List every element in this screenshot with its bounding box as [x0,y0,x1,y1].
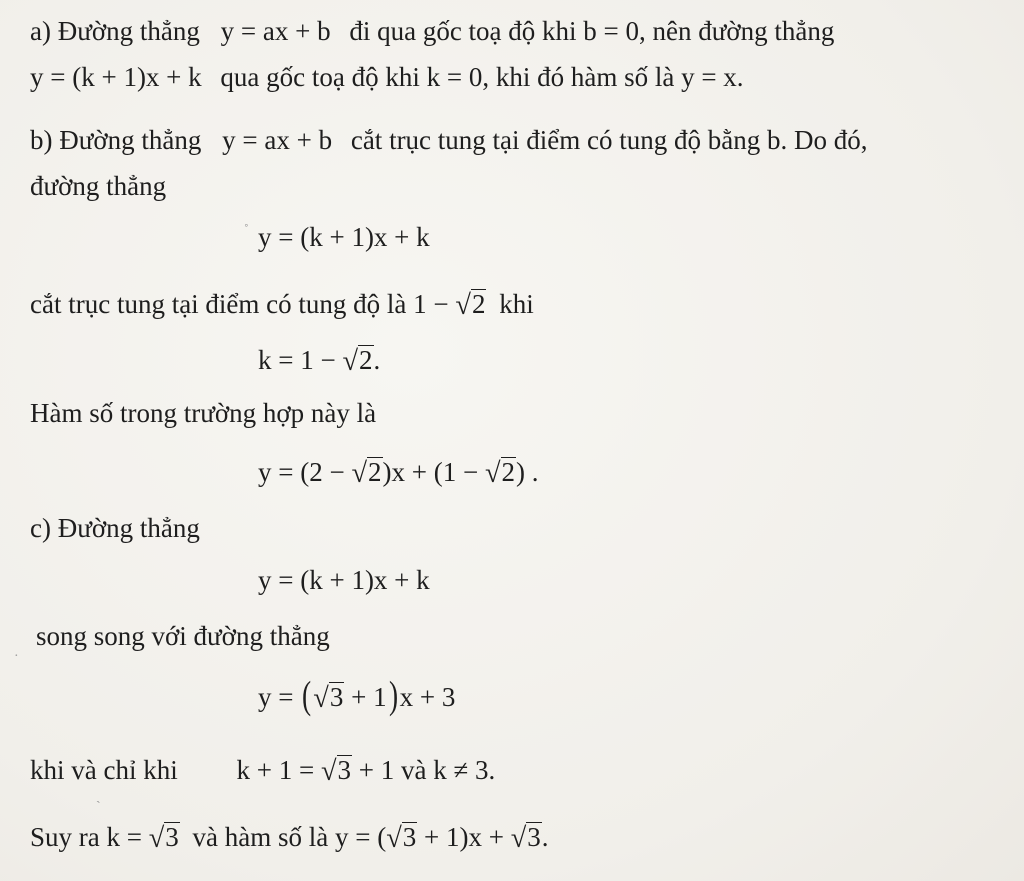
part-b-text: khi [499,289,534,319]
formula-text: k = 1 − [258,345,336,375]
formula-text: y = (2 − [258,457,345,487]
part-b-line-2: đường thẳng [30,171,167,201]
formula-text: + 1 [351,682,387,712]
part-b-text: cắt trục tung tại điểm có tung độ bằng b. Do đó, [350,125,868,155]
right-paren: ) [388,674,398,717]
formula-text: ) . [516,457,539,487]
radicand: 3 [337,755,352,785]
formula-text: )x + (1 − [382,457,479,487]
part-a-line-2 [30,64,744,91]
radical-sign: √ [351,458,368,489]
part-b-line-3 [30,289,534,319]
radicand: 3 [165,822,179,852]
formula-text: x + 3 [399,682,456,712]
part-a-text: a) Đường thẳng [30,16,200,46]
radical-sign: √ [484,458,501,489]
part-c-text: k + 1 = [236,755,315,785]
scan-speck: ˚ [244,223,249,238]
part-b-formula-3 [258,457,539,487]
part-b-text: cắt trục tung tại điểm có tung độ là 1 − [30,289,449,319]
radical-sign: √ [386,823,402,854]
formula-text: . [373,345,381,375]
scan-speck: ˏ [96,789,101,804]
part-b-line-1 [30,127,867,154]
sqrt-expression [149,822,180,852]
part-b-line-4: Hàm số trong trường hợp này là [30,398,377,428]
radical-sign: √ [313,683,329,714]
left-paren: ( [302,674,312,717]
part-c-line-1: c) Đường thẳng [30,513,200,543]
part-c-formula-1: y = (k + 1)x + k [258,565,430,595]
part-c-text: và hàm số là y = ( [192,822,387,852]
sqrt-expression [485,457,516,487]
formula-text: y = [258,682,294,712]
part-c-text: + 1)x + [424,822,504,852]
part-a-formula: y = (k + 1)x + k [30,62,202,92]
radicand: 2 [368,457,382,487]
part-c-text: Suy ra k = [30,822,142,852]
part-c-text: khi và chỉ khi [30,755,178,785]
part-c-line-4 [30,822,549,852]
part-a-formula: y = ax + b [220,16,331,46]
radical-sign: √ [320,756,337,787]
radicand: 3 [527,822,541,852]
part-c-formula-2 [258,674,456,717]
part-c-text: + 1 và k ≠ 3. [358,755,496,785]
part-c-text: . [541,822,549,852]
radical-sign: √ [455,290,471,321]
sqrt-expression [342,345,373,375]
part-b-formula-2 [258,345,380,375]
part-b-text: b) Đường thẳng [30,125,202,155]
part-a-text: qua gốc toạ độ khi k = 0, khi đó hàm số là y = x. [220,62,744,92]
part-a-text: đi qua gốc toạ độ khi b = 0, nên đường thẳng [349,16,835,46]
radicand: 3 [402,822,417,852]
part-a-line-1 [30,18,834,45]
radicand: 2 [471,289,486,319]
sqrt-expression [455,289,486,319]
radicand: 3 [329,682,344,712]
radical-sign: √ [148,823,165,854]
sqrt-expression [321,755,352,785]
sqrt-expression [511,822,542,852]
sqrt-expression [386,822,417,852]
scan-speck: · [14,649,19,664]
part-b-formula: y = ax + b [222,125,333,155]
radicand: 2 [359,345,373,375]
sqrt-expression [313,682,344,712]
radical-sign: √ [342,346,359,377]
radical-sign: √ [510,823,527,854]
part-b-formula-1: y = (k + 1)x + k [258,222,430,252]
part-c-line-3 [30,755,495,785]
sqrt-expression [351,457,382,487]
part-c-line-2: song song với đường thẳng [36,621,330,651]
radicand: 2 [501,457,516,487]
